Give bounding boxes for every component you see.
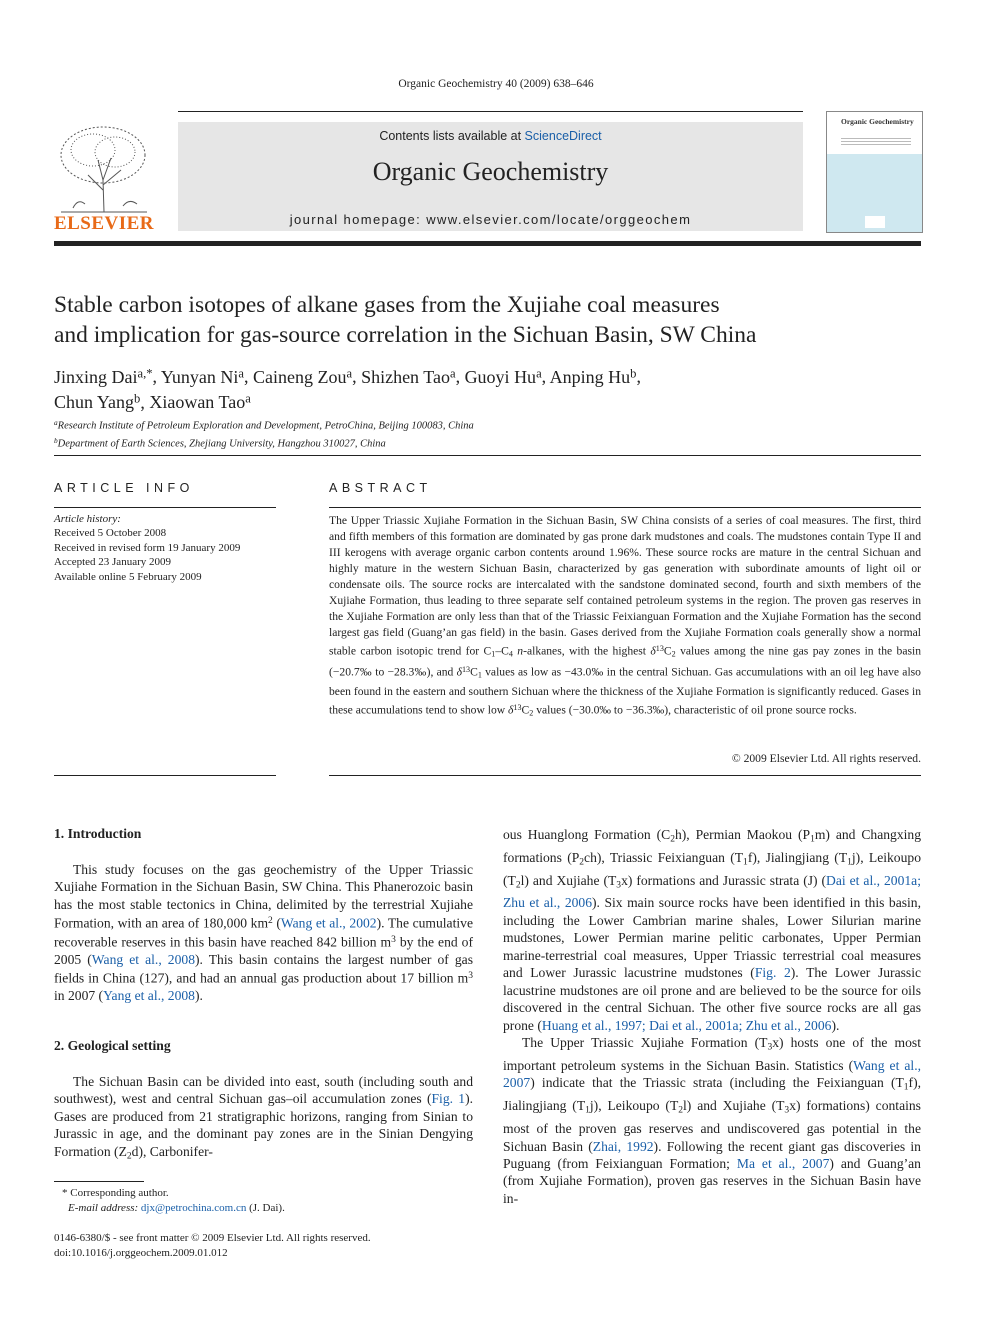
title-line-2: and implication for gas-source correlation in the Sichuan Basin, SW China — [54, 322, 757, 348]
abstract-rule — [329, 507, 921, 508]
author[interactable]: Shizhen Tao$^a$ — [361, 366, 456, 387]
figure-link[interactable]: Fig. 1 — [431, 1091, 466, 1107]
elsevier-wordmark: ELSEVIER — [53, 213, 155, 234]
author[interactable]: Yunyan Ni$^a$ — [160, 366, 244, 387]
cover-lines — [841, 138, 911, 146]
paragraph: The Upper Triassic Xujiahe Formation $(T_3x)$ hosts one of the most important petroleum systems in the Sichuan Basin. Statistics (Wang et al., 2007) indicate that the Triassic strata (including the Feixianguan $(T_1f)$, Jialingjiang $(T_1j)$, Leikoupo $(T_2l)$ and Xujiahe $(T_3x)$ formations) contains most of the proven gas reserves and undiscovered gas potential in the Sichuan Basin (Zhai, 1992). Following the recent giant gas discoveries in Puguang (from Feixianguan Formation; Ma et al., 2007) and Guang’an (from Xujiahe Formation), proven gas reserves in the Sichuan Basin have in- — [503, 1035, 921, 1206]
journal-header-box — [178, 122, 803, 231]
article-info-bottom-rule — [54, 775, 276, 776]
history-item: Received 5 October 2008 — [54, 527, 167, 540]
cover-title: Organic Geochemistry — [841, 117, 914, 126]
citation-link[interactable]: Zhai, 1992 — [592, 1138, 654, 1154]
header-thick-rule — [54, 241, 921, 246]
history-item: Accepted 23 January 2009 — [54, 556, 171, 569]
footnote — [54, 1186, 473, 1215]
article-history — [54, 512, 276, 584]
history-label: Article history: — [54, 513, 121, 525]
author[interactable]: Guoyi Hu$^a$ — [464, 366, 542, 387]
author[interactable]: Chun Yang$^b$ — [54, 391, 141, 413]
header-top-rule — [178, 111, 803, 112]
contents-line — [178, 129, 803, 143]
citation-link[interactable]: Wang et al., 2008 — [91, 951, 195, 967]
citation-link[interactable]: Ma et al., 2007 — [736, 1155, 830, 1171]
journal-homepage-link[interactable]: journal homepage: www.elsevier.com/locate/orggeochem — [289, 212, 692, 227]
abstract-bottom-rule — [329, 775, 921, 776]
corresponding-note: * Corresponding author. — [62, 1187, 169, 1199]
sciencedirect-link[interactable]: ScienceDirect — [524, 129, 602, 143]
abstract-text: The Upper Triassic Xujiahe Formation in the Sichuan Basin, SW China consists of a series of coal measures. The first, third and fifth members of this formation are dominated by gas prone dark mudstones and coals. The mudstones contain Type II and III kerogens with average organic carbon contents around 1.96%. These source rocks are mature in the central Sichuan and highly mature in the western Sichuan Basin, characterized by gas generation with subordinate amounts of light oil or condensate oils. The source rocks are intercalated with the sandstone dominated second, fourth and sixth members of the Xujiahe Formation, thus leading to three separate self contained petroleum systems in the region. The proven gas reserves in the Xujiahe Formation are only less than that of the Triassic Feixianguan Formation and the Xujiahe Formation has the second largest gas field (Guang’an gas field) in the basin. Gases derived from the Xujiahe Formation coals generally show a normal stable carbon isotopic trend for $C_1-C_4$ n-alkanes, with the highest $\delta^{13}C_2$ values among the nine gas pay zones in the basin (−20.7‰ to −28.3‰), and $\delta^{13}C_1$ values as low as −43.0‰ in the central Sichuan. Gas accumulations with an oil leg have also been found in the eastern and southern Sichuan where the thickness of the Xujiahe Formation is significantly reduced. Gases in these accumulations tend to show low $\delta^{13}C_2$ values (−30.0‰ to −36.3‰), characteristic of oil prone source rocks. — [329, 514, 921, 718]
history-item: Received in revised form 19 January 2009 — [54, 541, 241, 554]
citation-link[interactable]: Wang et al., 2002 — [280, 915, 377, 931]
author-list: Jinxing Dai$^{a,*}$, Yunyan Ni$^a$, Caineng Zou$^a$, Shizhen Tao$^a$, Guoyi Hu$^a$, Anping Hu$^b$, Chun Yang$^b$, Xiaowan Tao$^a$ — [54, 366, 641, 413]
history-item: Available online 5 February 2009 — [54, 570, 202, 583]
article-info-label: ARTICLE INFO — [54, 481, 194, 495]
abstract-label: ABSTRACT — [329, 481, 432, 495]
geo-heading: 2. Geological setting — [54, 1038, 171, 1053]
journal-cover-thumbnail — [826, 111, 923, 233]
email-note: E-mail address: djx@petrochina.com.cn (J. Dai). — [68, 1201, 285, 1214]
contents-prefix: Contents lists available at — [379, 129, 525, 143]
author[interactable]: Jinxing Dai$^{a,*}$ — [54, 366, 153, 387]
issn-line: 0146-6380/$ - see front matter © 2009 Elsevier Ltd. All rights reserved. — [54, 1232, 371, 1244]
right-column-text — [503, 826, 921, 1207]
citation-link[interactable]: Wang et al., 2007 — [503, 1057, 921, 1091]
doi-line[interactable]: doi:10.1016/j.orggeochem.2009.01.012 — [54, 1246, 228, 1259]
affiliation: $^a$Research Institute of Petroleum Exploration and Development, PetroChina, Beijing 100083, China — [54, 418, 474, 432]
author[interactable]: Caineng Zou$^a$ — [252, 366, 353, 387]
affil-rule — [54, 455, 921, 456]
email-link[interactable]: djx@petrochina.com.cn — [140, 1201, 247, 1214]
abstract-copyright: © 2009 Elsevier Ltd. All rights reserved. — [731, 752, 921, 765]
citation-link[interactable]: Huang et al., 1997; Dai et al., 2001a; Zhu et al., 2006 — [541, 1017, 832, 1033]
citation-link[interactable]: Yang et al., 2008 — [103, 988, 195, 1004]
cover-top-panel — [827, 112, 922, 154]
footnote-rule — [54, 1181, 144, 1182]
affiliations — [54, 415, 914, 452]
intro-heading: 1. Introduction — [54, 826, 142, 841]
journal-citation: Organic Geochemistry 40 (2009) 638–646 — [398, 78, 594, 90]
article-title — [54, 290, 874, 350]
paragraph: ous Huanglong Formation $(C_2h)$, Permian Maokou $(P_1m)$ and Changxing formations $(P_2ch)$, Triassic Feixianguan $(T_1f)$, Jialingjiang $(T_1j)$, Leikoupo $(T_2l)$ and Xujiahe $(T_3x)$ formations and Jurassic strata (J) (Dai et al., 2001a; Zhu et al., 2006). Six main source rocks have been identified in this basin, including the Lower Cambrian marine shales, Lower Silurian marine mudstones, Lower Permian marine pelitic carbonates, Upper Permian marine-terrestrial coal measures, Upper Triassic terrestrial coal measures and Lower Jurassic lacustrine mudstones (Fig. 2). The Lower Jurassic lacustrine mudstones are oil prone and are believed to be the source for oils discovered in the central Sichuan. The other five source rocks are all gas prone (Huang et al., 1997; Dai et al., 2001a; Zhu et al., 2006). — [503, 827, 921, 1033]
geo-paragraph: The Sichuan Basin can be divided into east, south (including south and southwest), west and central Sichuan gas–oil accumulation zones (Fig. 1). Gases are produced from 21 stratigraphic horizons, ranging from Sinian to Jurassic in age, and the dominant pay zones are in the Sinian Dengying Formation $(Z_2d)$, Carbonifer- — [54, 1074, 474, 1162]
title-line-1: Stable carbon isotopes of alkane gases from the Xujiahe coal measures — [54, 292, 720, 318]
journal-title: Organic Geochemistry — [372, 157, 609, 186]
citation-link[interactable]: Dai et al., 2001a; Zhu et al., 2006 — [503, 872, 921, 911]
author[interactable]: Xiaowan Tao$^a$ — [149, 391, 251, 413]
figure-link[interactable]: Fig. 2 — [754, 965, 791, 981]
affiliation: $^b$Department of Earth Sciences, Zhejiang University, Hangzhou 310027, China — [54, 436, 386, 450]
cover-logo — [865, 216, 885, 228]
bottom-info — [54, 1231, 554, 1260]
author[interactable]: Anping Hu$^b$ — [549, 366, 637, 387]
intro-paragraph: This study focuses on the gas geochemistry of the Upper Triassic Xujiahe Formation in the Sichuan Basin, SW China. This Phanerozoic basin has the most stable tectonics in China, delimited by the terrestrial Xujiahe Formation, with an area of 180,000 $km^2$ (Wang et al., 2002). The cumulative recoverable reserves in this basin have reached 842 billion $m^3$ by the end of 2005 (Wang et al., 2008). This basin contains the largest number of gas fields in China (127), and had an annual gas production about 17 billion $m^3$ in 2007 (Yang et al., 2008). — [54, 862, 474, 1004]
article-info-rule — [54, 507, 276, 508]
